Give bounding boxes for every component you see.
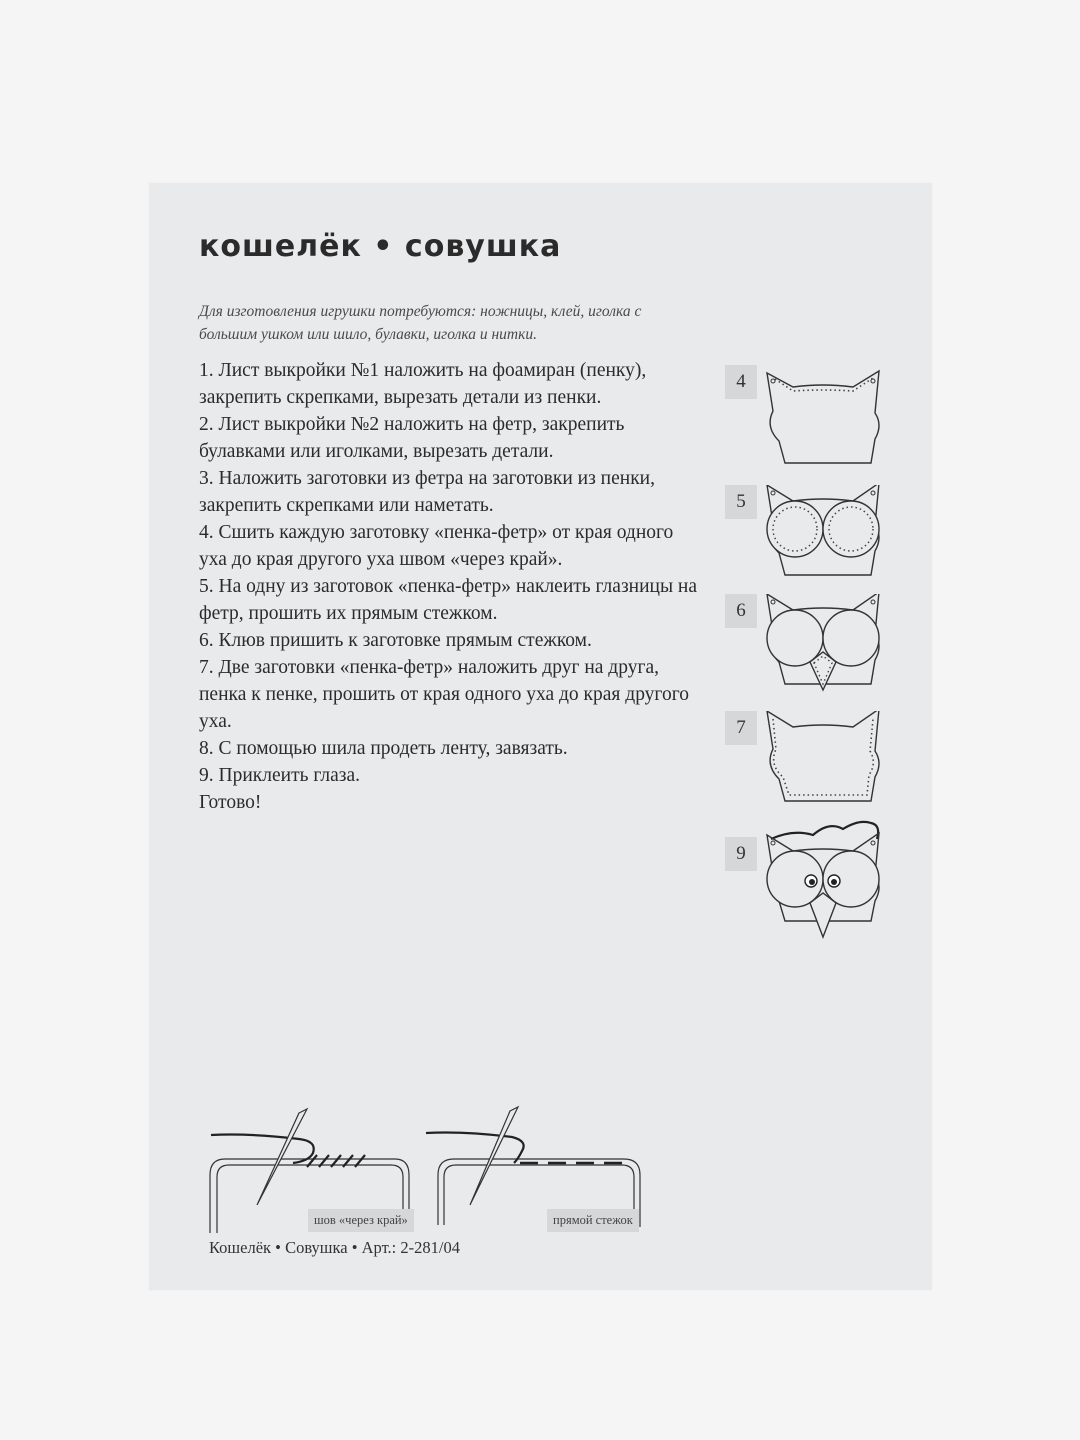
page-title: кошелёк • совушка xyxy=(199,229,562,264)
owl-outline-icon xyxy=(763,365,883,469)
instruction-sheet xyxy=(149,183,932,1290)
footer-article: Кошелёк • Совушка • Арт.: 2-281/04 xyxy=(209,1238,460,1257)
step-item: 4. Сшить каждую заготовку «пенка-фетр» от края одного уха до края другого уха швом «через край». xyxy=(199,522,674,570)
step-item: 9. Приклеить глаза. xyxy=(199,765,360,786)
owl-sewn-outline-icon xyxy=(763,711,883,807)
figure-number: 5 xyxy=(725,485,757,519)
step-item: 2. Лист выкройки №2 наложить на фетр, закрепить булавками или иголками, вырезать детали. xyxy=(199,414,625,462)
step-item: 6. Клюв пришить к заготовке прямым стежком. xyxy=(199,630,592,651)
step-item-done: Готово! xyxy=(199,792,262,813)
step-item: 8. С помощью шила продеть ленту, завязать. xyxy=(199,738,568,759)
whip-stitch-label: шов «через край» xyxy=(308,1209,414,1232)
owl-with-eye-sockets-icon xyxy=(763,485,883,581)
owl-finished-icon xyxy=(763,815,887,945)
steps-list xyxy=(199,357,699,816)
figure-number: 7 xyxy=(725,711,757,745)
owl-with-beak-icon xyxy=(763,594,883,694)
step-item: 5. На одну из заготовок «пенка-фетр» наклеить глазницы на фетр, прошить их прямым стежком. xyxy=(199,576,698,624)
figure-number: 6 xyxy=(725,594,757,628)
straight-stitch-label: прямой стежок xyxy=(547,1209,639,1232)
figure-number: 9 xyxy=(725,837,757,871)
step-item: 3. Наложить заготовки из фетра на заготовки из пенки, закрепить скрепками или наметать. xyxy=(199,468,655,516)
materials-intro: Для изготовления игрушки потребуются: ножницы, клей, иголка с большим ушком или шило, булавки, иголка и нитки. xyxy=(199,303,642,343)
figure-number: 4 xyxy=(725,365,757,399)
step-item: 1. Лист выкройки №1 наложить на фоамиран (пенку), закрепить скрепками, вырезать детали из пенки. xyxy=(199,360,647,408)
step-item: 7. Две заготовки «пенка-фетр» наложить друг на друга, пенка к пенке, прошить от края одного уха до края другого уха. xyxy=(199,657,689,732)
